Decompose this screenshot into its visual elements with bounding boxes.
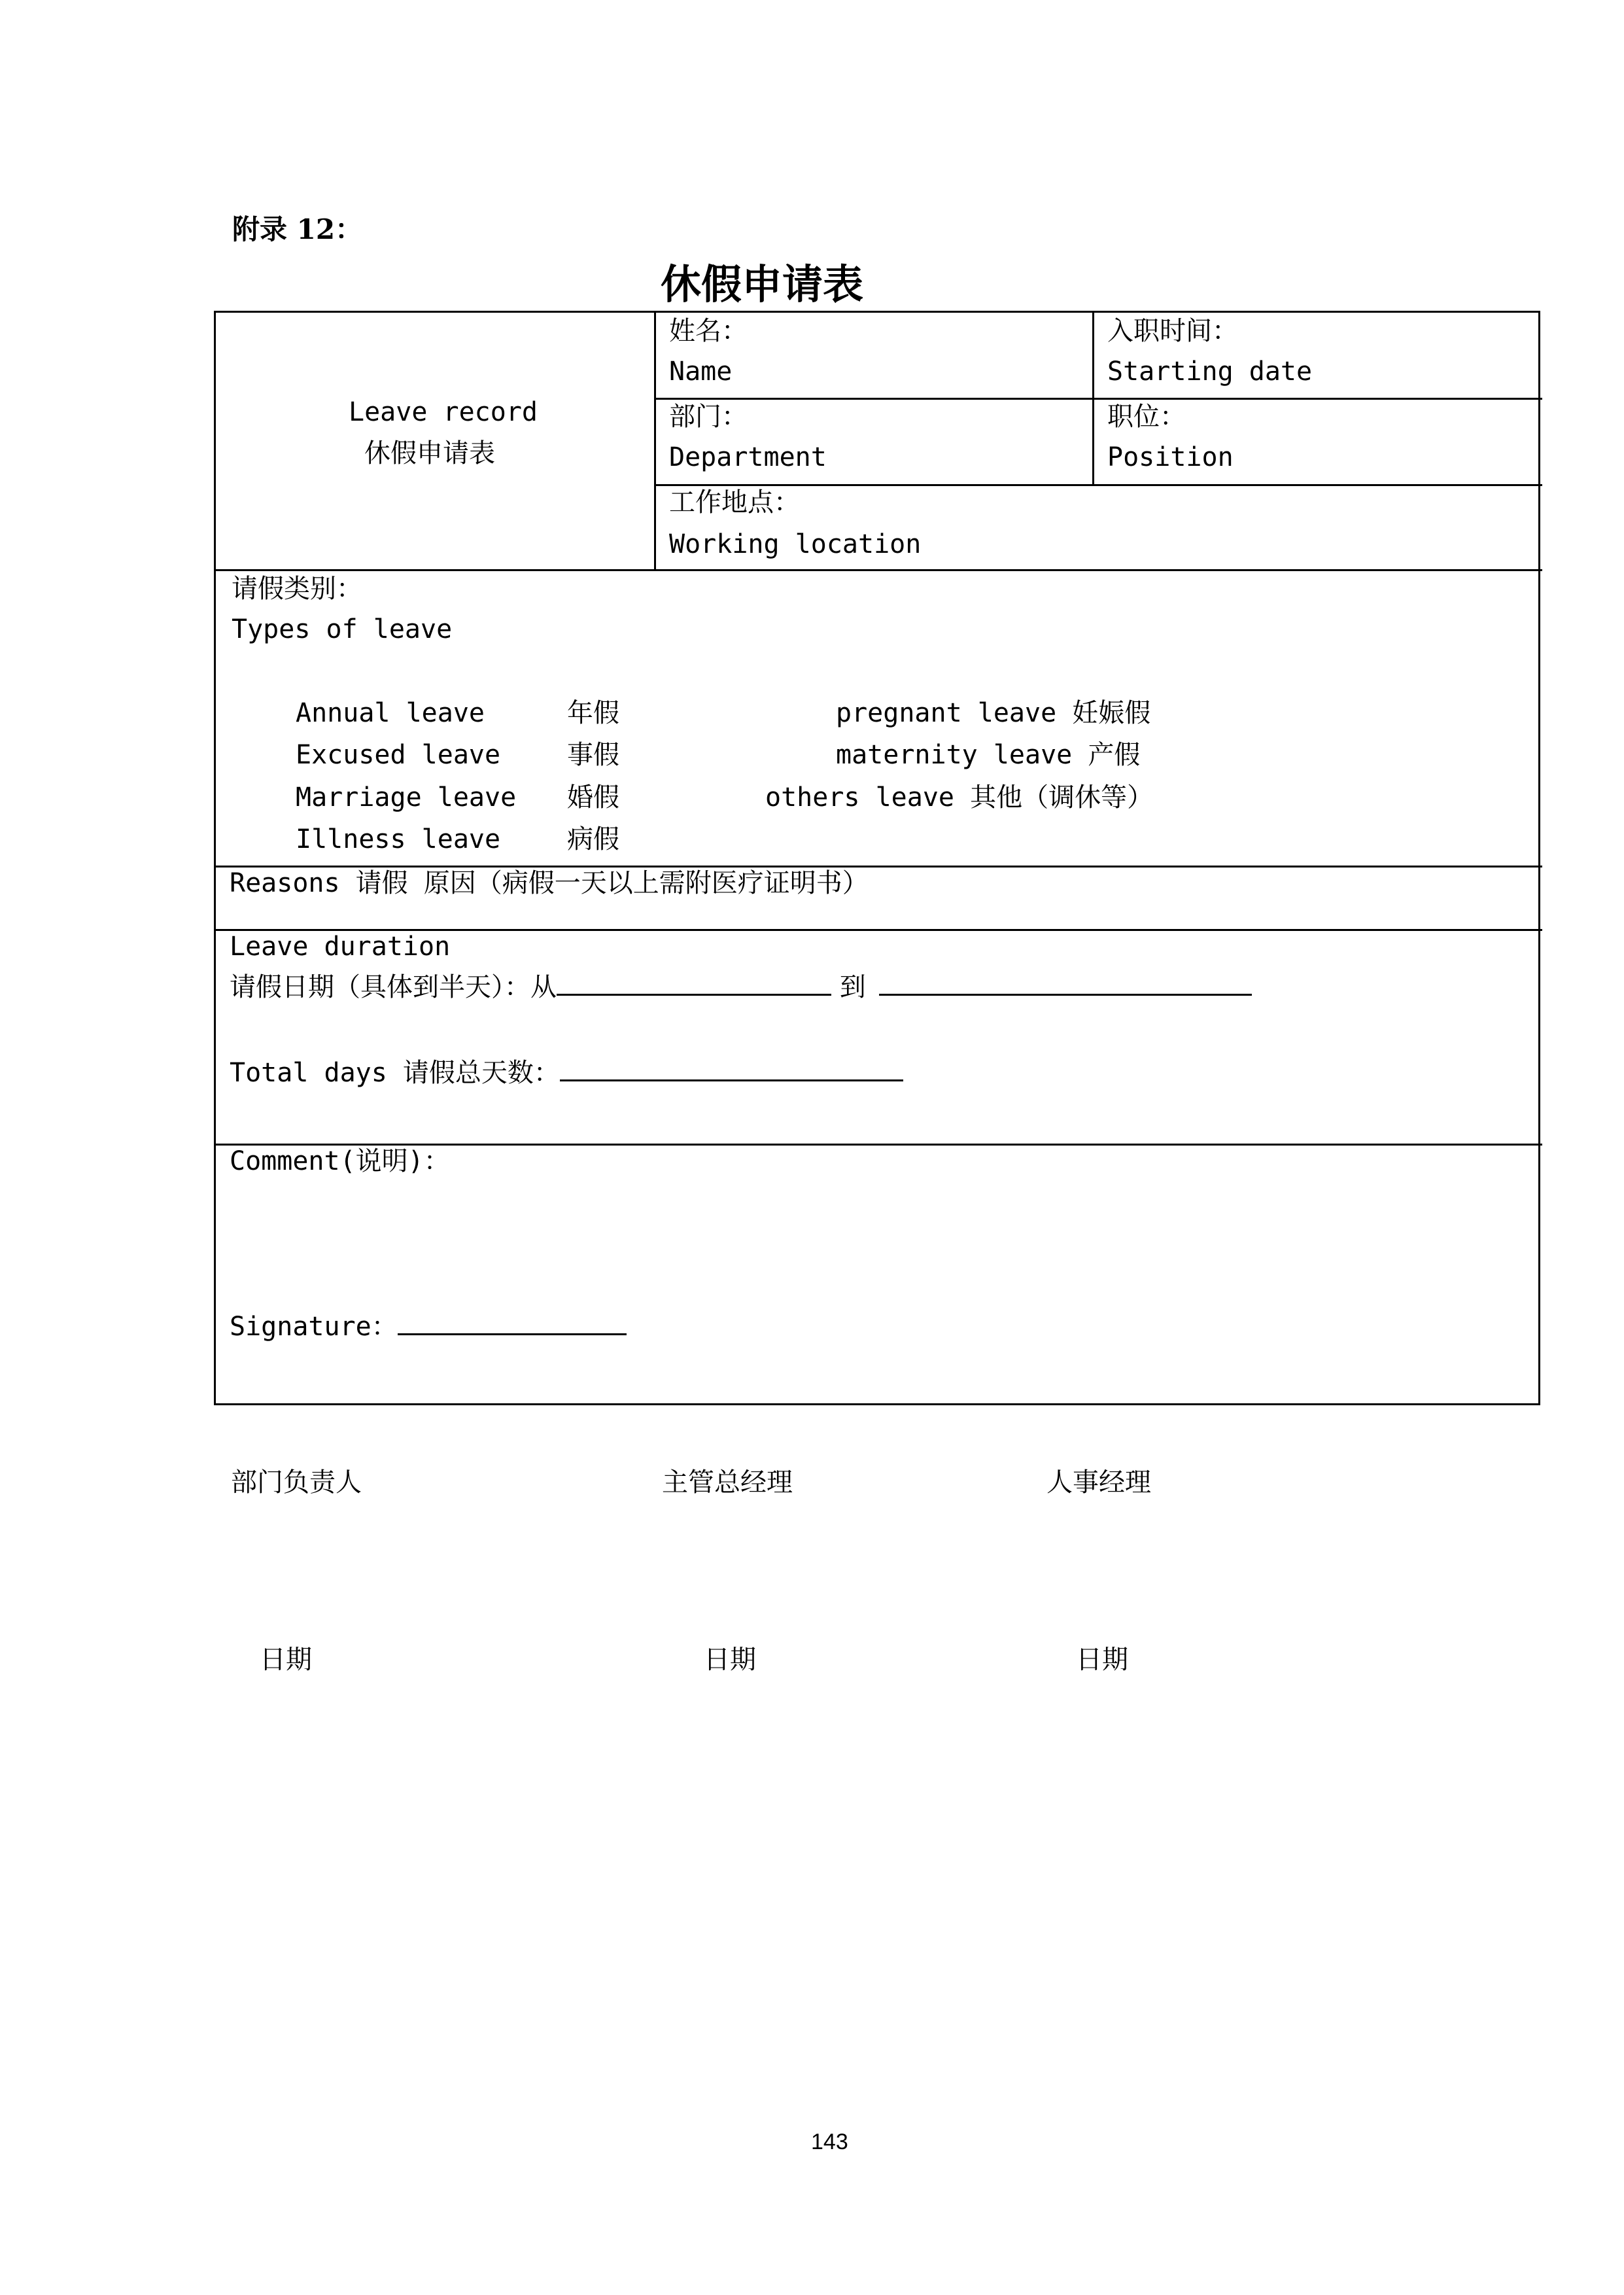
name-label-en: Name	[669, 357, 733, 387]
leave-type-marriage-cn: 婚假	[567, 782, 619, 813]
leave-duration-label: Leave duration	[230, 932, 451, 962]
leave-type-illness: Illness leave	[296, 824, 501, 854]
leave-record-label: Leave record	[349, 397, 538, 427]
leave-type-maternity: maternity leave 产假	[836, 740, 1141, 770]
end-date-blank[interactable]	[879, 968, 1252, 996]
hr-manager-date-label: 日期	[1076, 1645, 1128, 1675]
starting-date-label-en: Starting date	[1107, 357, 1313, 387]
position-label-en: Position	[1107, 442, 1234, 472]
form-title: 休假申请表	[661, 260, 864, 308]
signature-label: Signature：	[230, 1312, 398, 1342]
start-date-blank[interactable]	[557, 968, 831, 996]
general-manager-label: 主管总经理	[662, 1467, 793, 1498]
leave-type-annual-cn: 年假	[567, 698, 619, 728]
leave-type-pregnant: pregnant leave 妊娠假	[836, 698, 1151, 728]
location-label-en: Working location	[669, 529, 922, 559]
total-days-label: Total days 请假总天数：	[230, 1058, 560, 1088]
leave-form-table	[214, 311, 1540, 1405]
signature-blank[interactable]	[398, 1307, 627, 1335]
dept-head-label: 部门负责人	[231, 1467, 362, 1498]
position-label-cn: 职位：	[1107, 402, 1186, 432]
page-number: 143	[811, 2129, 848, 2154]
location-label-cn: 工作地点：	[669, 487, 800, 517]
dept-head-date-label: 日期	[260, 1645, 312, 1675]
hr-manager-label: 人事经理	[1046, 1467, 1151, 1498]
leave-type-others: others leave 其他（调休等）	[765, 782, 1154, 813]
name-label-cn: 姓名：	[669, 316, 748, 346]
general-manager-date-label: 日期	[704, 1645, 756, 1675]
starting-date-label-cn: 入职时间：	[1107, 316, 1238, 346]
department-label-en: Department	[669, 442, 827, 472]
reasons-label: Reasons 请假 原因（病假一天以上需附医疗证明书）	[230, 868, 869, 898]
cell-divider	[654, 313, 656, 571]
leave-date-row	[230, 966, 1252, 1008]
leave-type-marriage: Marriage leave	[296, 782, 517, 813]
signature-row	[230, 1306, 627, 1348]
leave-type-annual: Annual leave	[296, 698, 485, 728]
row-divider	[654, 398, 1542, 400]
comment-label: Comment(说明)：	[230, 1146, 450, 1176]
leave-date-label: 请假日期（具体到半天）：从	[230, 972, 557, 1002]
leave-types-label-cn: 请假类别：	[232, 574, 362, 604]
row-divider	[216, 569, 1542, 571]
leave-type-excused: Excused leave	[296, 740, 501, 770]
to-label: 到	[839, 972, 866, 1002]
total-days-blank[interactable]	[560, 1053, 903, 1081]
appendix-label: 附录 12：	[232, 213, 363, 245]
leave-record-cn-label: 休假申请表	[364, 438, 495, 468]
leave-type-excused-cn: 事假	[567, 740, 619, 770]
leave-type-illness-cn: 病假	[567, 824, 619, 854]
total-days-row	[230, 1052, 903, 1094]
leave-types-label-en: Types of leave	[232, 614, 453, 644]
department-label-cn: 部门：	[669, 402, 748, 432]
